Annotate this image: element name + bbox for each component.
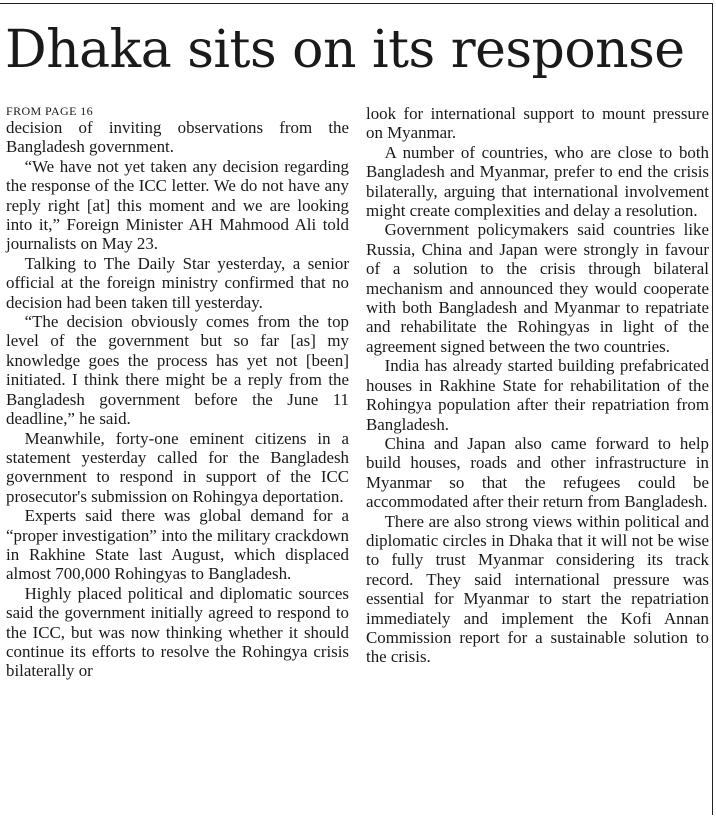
jump-label: FROM PAGE 16: [6, 104, 94, 118]
right-rule: [712, 3, 713, 815]
paragraph: look for international support to mount pressure on Myanmar.: [366, 104, 709, 143]
paragraph: Highly placed political and diplomatic sources said the government initially agreed to respond to the ICC, but was now thinking whether it should continue its efforts to resolve the Rohingya crisis bilaterally or: [6, 583, 349, 681]
paragraph: India has already started building prefabricated houses in Rakhine State for rehabilitation of the Rohingya population after their repatriation from Bangladesh.: [366, 356, 709, 434]
right-column: [366, 104, 709, 667]
headline: Dhaka sits on its response: [5, 20, 685, 80]
paragraph: “The decision obviously comes from the top level of the government but so far [as] my knowledge goes the process has yet not [been] initiated. I think there might be a reply from the Bangladesh government before the June 11 deadline,” he said.: [6, 312, 349, 429]
paragraph: There are also strong views within political and diplomatic circles in Dhaka that it will not be wise to fully trust Myanmar considering its track record. They said international pressure was essential for Myanmar to start the repatriation immediately and implement the Kofi Annan Commission report for a sustainable solution to the crisis.: [366, 511, 709, 667]
left-column: [6, 104, 349, 681]
paragraph: “We have not yet taken any decision regarding the response of the ICC letter. We do not have any reply right [at] this moment and we are looking into it,” Foreign Minister AH Mahmood Ali told journalists on May 23.: [6, 156, 349, 254]
paragraph: decision of inviting observations from the Bangladesh government.: [6, 118, 349, 157]
top-rule: [0, 3, 712, 4]
paragraph: Government policymakers said countries like Russia, China and Japan were strongly in favour of a solution to the crisis through bilateral mechanism and announced they would cooperate with both Bangladesh and Myanmar to repatriate and rehabilitate the Rohingyas in light of the agreement signed between the two countries.: [366, 220, 709, 356]
paragraph: Meanwhile, forty-one eminent citizens in a statement yesterday called for the Bangladesh government to respond in support of the ICC prosecutor's submission on Rohingya deportation.: [6, 428, 349, 506]
paragraph: A number of countries, who are close to both Bangladesh and Myanmar, prefer to end the crisis bilaterally, arguing that international involvement might create complexities and delay a resolution.: [366, 142, 709, 221]
paragraph: China and Japan also came forward to help build houses, roads and other infrastructure in Myanmar so that the refugees could be accommodated after their return from Bangladesh.: [366, 433, 709, 512]
paragraph: Talking to The Daily Star yesterday, a senior official at the foreign ministry confirmed that no decision had been taken till yesterday.: [6, 253, 349, 312]
paragraph: Experts said there was global demand for a “proper investigation” into the military crackdown in Rakhine State last August, which displaced almost 700,000 Rohingyas to Bangladesh.: [6, 506, 349, 584]
